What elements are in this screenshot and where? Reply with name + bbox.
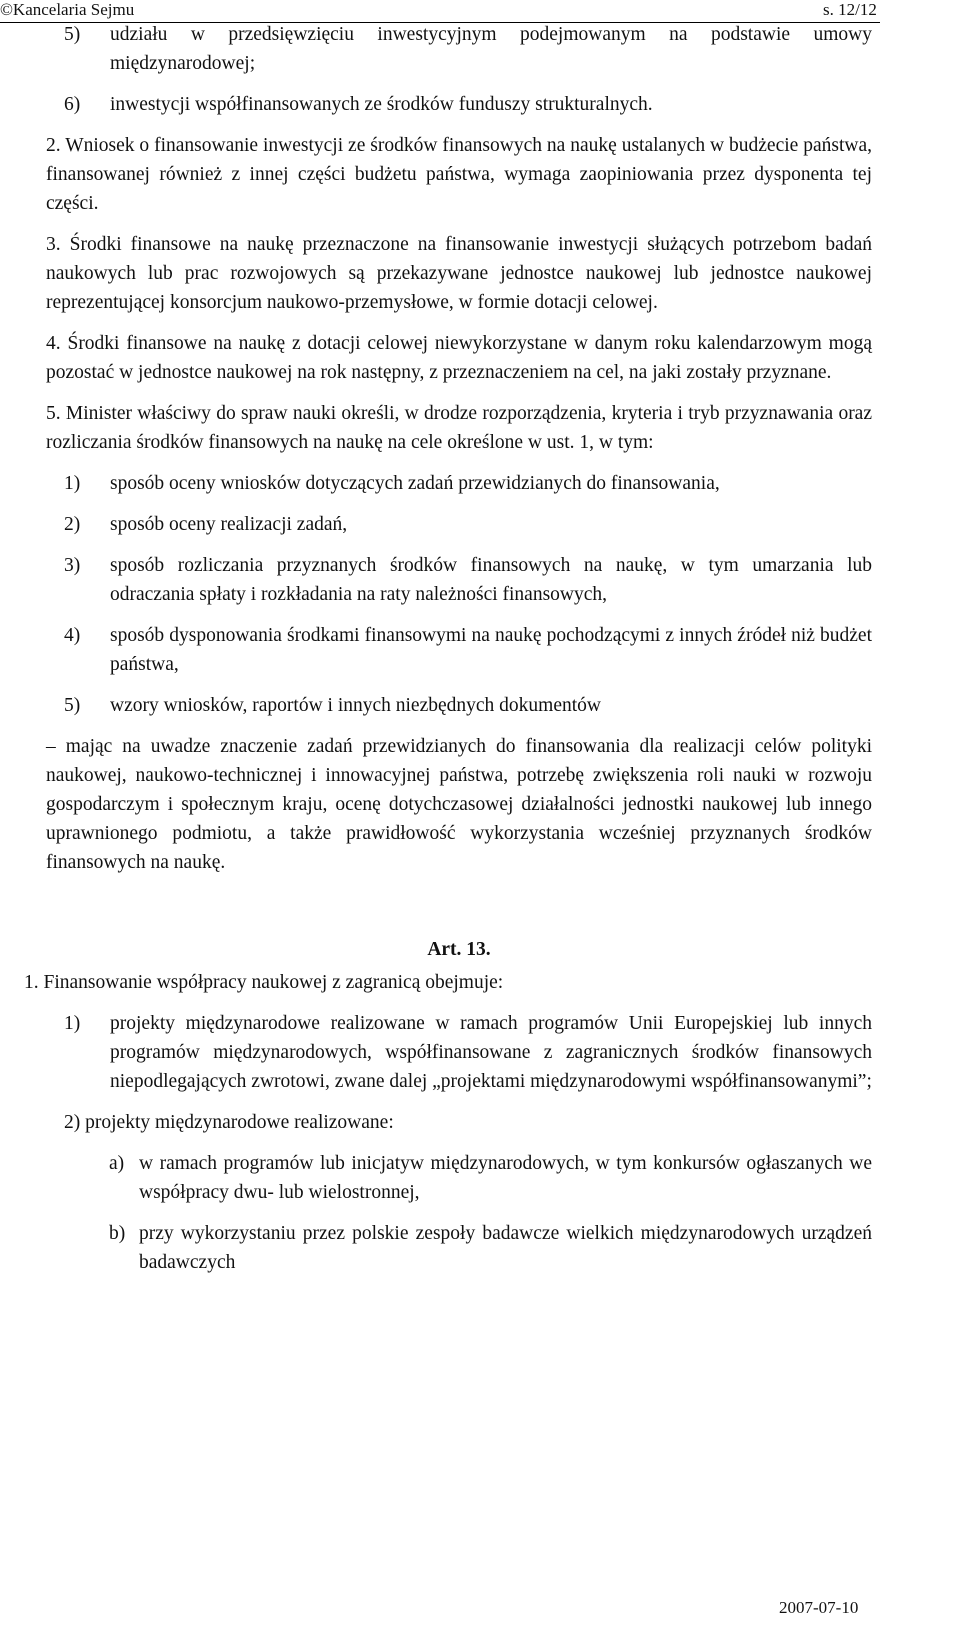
item-text: sposób oceny realizacji zadań, <box>110 514 348 535</box>
sub-item <box>109 1149 872 1207</box>
list-item <box>64 20 872 78</box>
paragraph-2: 2. Wniosek o finansowanie inwestycji ze środków finansowych na naukę ustalanych w budżecie państwa, finansowanej również z innej części budżetu państwa, wymaga zaopiniowania przez dysponenta tej części. <box>46 135 872 214</box>
item-text: projekty międzynarodowe realizowane w ramach programów Unii Europejskiej lub innych programów międzynarodowych, współfinansowane z zagranicznych środków finansowych niepodlegających zwrotowi, zwane dalej „projektami międzynarodowymi współfinansowanymi”; <box>110 1013 872 1092</box>
article-intro: 1. Finansowanie współpracy naukowej z zagranicą obejmuje: <box>24 972 504 993</box>
document-body <box>24 20 872 1289</box>
item-text: wzory wniosków, raportów i innych niezbędnych dokumentów <box>110 695 602 716</box>
item-number: 1) <box>64 473 81 494</box>
article-heading: Art. 13. <box>427 939 491 960</box>
page-footer-date: 2007-07-10 <box>779 1598 859 1617</box>
item-text: inwestycji współfinansowanych ze środków funduszy strukturalnych. <box>110 94 653 115</box>
item-number: 4) <box>64 625 81 646</box>
item-number: 1) <box>64 1013 81 1034</box>
list-item <box>64 1108 872 1137</box>
item-number: 3) <box>64 555 81 576</box>
sub-item <box>109 1219 872 1277</box>
list-item <box>64 621 872 679</box>
list-item <box>64 691 872 720</box>
paragraph-5: 5. Minister właściwy do spraw nauki określi, w drodze rozporządzenia, kryteria i tryb przyznawania oraz rozliczania środków finansowych na naukę na cele określone w ust. 1, w tym: <box>46 403 872 453</box>
list-item <box>64 469 872 498</box>
item-text: udziału w przedsięwzięciu inwestycyjnym podejmowanym na podstawie umowy międzynarodowej; <box>110 24 872 74</box>
item-number: 5) <box>64 24 81 45</box>
item-number: 2) <box>64 514 81 535</box>
paragraph-4: 4. Środki finansowe na naukę z dotacji celowej niewykorzystane w danym roku kalendarzowym mogą pozostać w jednostce naukowej na rok następny, z przeznaczeniem na cel, na jaki zostały przyznane. <box>46 333 872 383</box>
item-text: sposób rozliczania przyznanych środków finansowych na naukę, w tym umarzania lub odraczania spłaty i rozkładania na raty należności finansowych, <box>110 555 872 605</box>
item-text: sposób oceny wniosków dotyczących zadań przewidzianych do finansowania, <box>110 473 720 494</box>
list-item <box>64 551 872 609</box>
item-text: projekty międzynarodowe realizowane: <box>85 1112 394 1133</box>
page-number: s. 12/12 <box>823 0 877 19</box>
item-number: 2) <box>64 1112 81 1133</box>
sub-item-letter: a) <box>109 1153 125 1174</box>
sub-item-text: przy wykorzystaniu przez polskie zespoły badawcze wielkich międzynarodowych urządzeń badawczych <box>139 1223 872 1273</box>
list-item <box>64 90 872 119</box>
closing-paragraph: – mając na uwadze znaczenie zadań przewidzianych do finansowania dla realizacji celów polityki naukowej, naukowo-technicznej i innowacyjnej państwa, potrzebę zwiększenia roli nauki w rozwoju gospodarczym i społecznym kraju, ocenę dotychczasowej działalności jednostki naukowej lub innego uprawnionego podmiotu, a także prawidłowość wykorzystania wcześniej przyznanych środków finansowych na naukę. <box>46 736 872 873</box>
copyright-label: ©Kancelaria Sejmu <box>0 0 135 19</box>
sub-item-letter: b) <box>109 1223 126 1244</box>
paragraph-3: 3. Środki finansowe na naukę przeznaczone na finansowanie inwestycji służących potrzebom badań naukowych lub prac rozwojowych są przekazywane jednostce naukowej lub jednostce naukowej reprezentującej konsorcjum naukowo-przemysłowe, w formie dotacji celowej. <box>46 234 872 313</box>
item-number: 6) <box>64 94 81 115</box>
item-text: sposób dysponowania środkami finansowymi na naukę pochodzącymi z innych źródeł niż budżet państwa, <box>110 625 872 675</box>
item-number: 5) <box>64 695 81 716</box>
sub-item-text: w ramach programów lub inicjatyw międzynarodowych, w tym konkursów ogłaszanych we współpracy dwu- lub wielostronnej, <box>139 1153 872 1203</box>
list-item <box>64 510 872 539</box>
list-item <box>64 1009 872 1096</box>
